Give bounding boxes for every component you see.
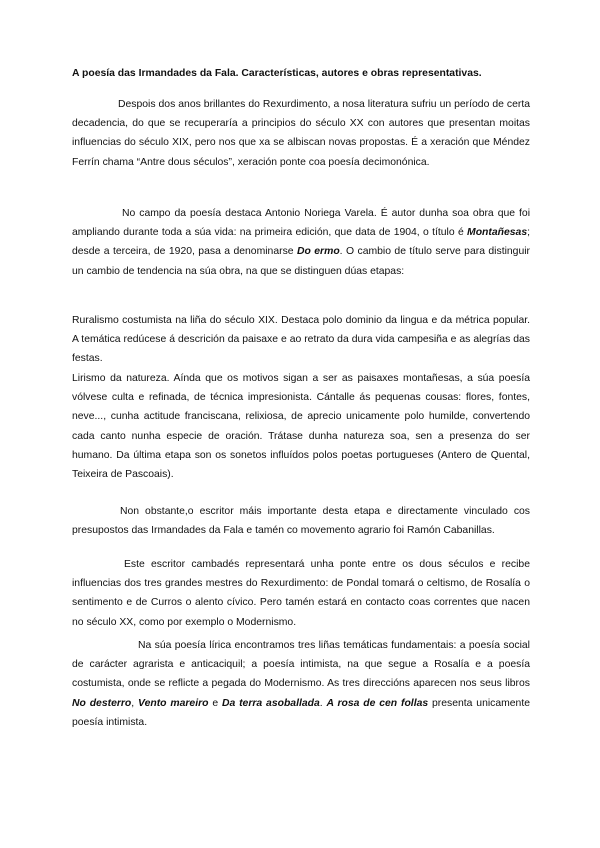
paragraph-noriega	[72, 204, 530, 281]
paragraph-linas-text-i: presenta unicamente poesía intimista.	[72, 697, 531, 728]
document-title: A poesía das Irmandades da Fala. Características, autores e obras representativas.	[72, 68, 482, 79]
paragraph-cabanillas-ponte: Este escritor cambadés representará unha ponte entre os dous séculos e recibe influencias dos tres grandes mestres do Rexurdimento: de Pondal tomará o celtismo, de Rosalía o sentimento e de Curros o alento cívico. Pero tamén estará en contacto coas correntes que nacen no século XX, como por exemplo o Modernismo.	[72, 559, 530, 628]
paragraph-noriega-text-c: ; desde a terceira, de 1920, pasa a denominarse	[72, 227, 530, 258]
paragraph-ruralismo: Ruralismo costumista na liña do século XIX. Destaca polo dominio da lingua e da métrica popular. A temática redúcese á descrición da paisaxe e ao retrato da dura vida campesiña e as alegrías das festas.	[72, 315, 530, 365]
paragraph-linas-text-a: Na súa poesía lírica encontramos tres liñas temáticas fundamentais: a poesía social de carácter agrarista e anticaciquil; a poesía intimista, na que segue a Rosalía e a poesía costumista, onde se reflicte a pegada do Modernismo. As tres direccións aparecen nos seus libros	[72, 640, 530, 690]
paragraph-linas-text-c: ,	[131, 697, 139, 709]
paragraph-cabanillas-intro: Non obstante,o escritor máis importante desta etapa e directamente vinculado cos presupostos das Irmandades da Fala e tamén co movemento agrario foi Ramón Cabanillas.	[72, 506, 530, 537]
work-title-a-rosa-de-cen-follas: A rosa de cen follas	[326, 697, 429, 709]
paragraph-linas-text-g: .	[319, 697, 327, 709]
paragraph-intro: Despois dos anos brillantes do Rexurdimento, a nosa literatura sufriu un período de certa decadencia, do que se recuperaría a principios do século XX con autores que presentan moitas influencias do século XIX, pero nos que xa se albiscan novas propostas. É a xeración que Méndez Ferrín chama “Antre dous séculos”, xeración ponte coa poesía decimonónica.	[72, 99, 530, 168]
paragraph-cabanillas-linas	[72, 636, 530, 732]
paragraph-linas-text-e: e	[208, 697, 222, 709]
paragraph-noriega-text-e: . O cambio de título serve para distinguir un cambio de tendencia na súa obra, na que se distinguen dúas etapas:	[72, 246, 530, 277]
work-title-no-desterro: No desterro	[72, 697, 132, 709]
work-title-do-ermo: Do ermo	[296, 246, 340, 258]
work-title-vento-mareiro: Vento mareiro	[138, 697, 209, 709]
work-title-da-terra-asoballada: Da terra asoballada	[221, 697, 320, 709]
paragraph-noriega-text-a: No campo da poesía destaca Antonio Noriega Varela. É autor dunha soa obra que foi ampliando durante toda a súa vida: na primeira edición, que data de 1904, o título é	[72, 208, 530, 239]
paragraph-lirismo: Lirismo da natureza. Aínda que os motivos sigan a ser as paisaxes montañesas, a súa poesía vólvese culta e refinada, de técnica impresionista. Cántalle ás pequenas cousas: flores, fontes, neve..., cunha actitude franciscana, relixiosa, de aprecio unicamente polo humilde, convertendo cada canto nunha especie de oración. Trátase dunha natureza soa, sen a presenza do ser humano. Da última etapa son os sonetos influídos polos poetas portugueses (Antero de Quental, Teixeira de Pascoais).	[72, 373, 530, 481]
work-title-montanesas: Montañesas	[467, 227, 528, 239]
